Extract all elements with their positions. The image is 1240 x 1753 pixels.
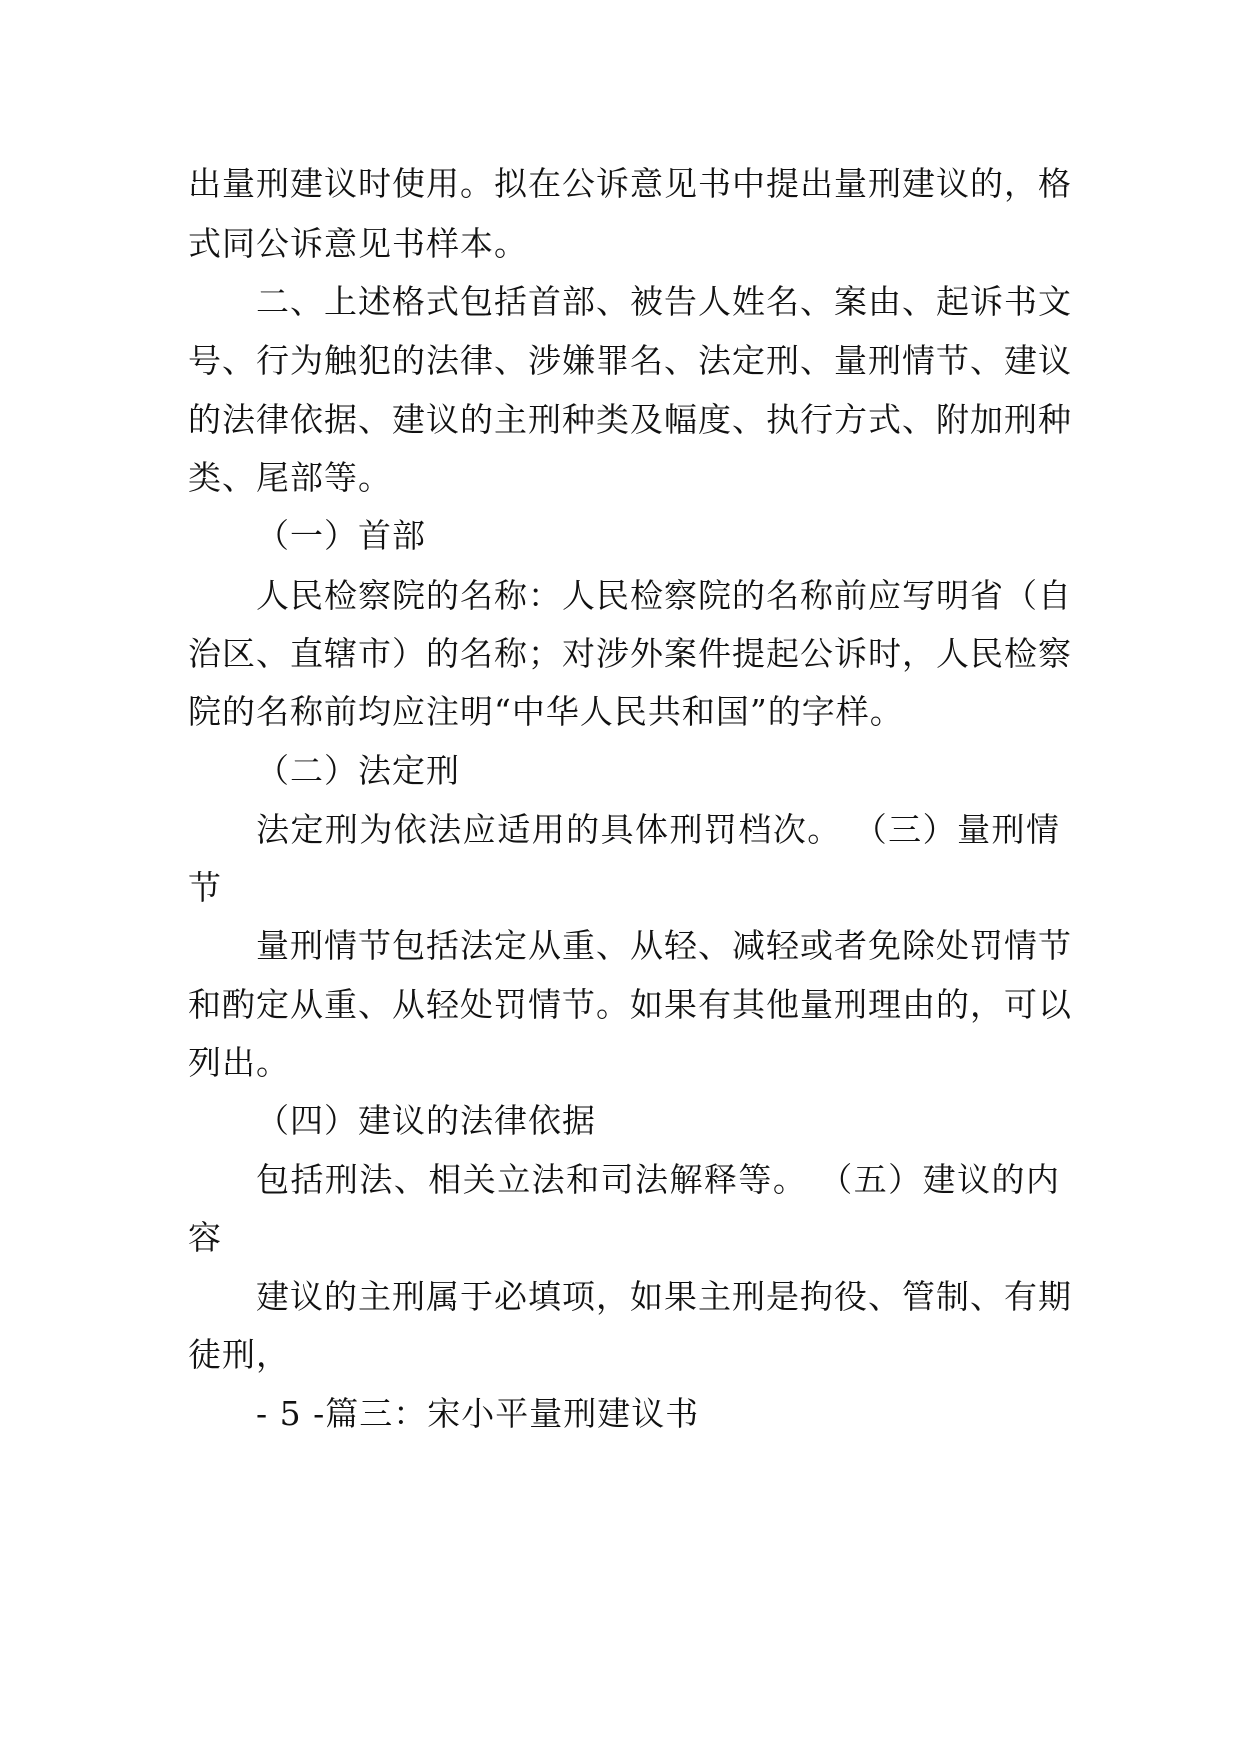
text-line-1: 出量刑建议时使用。拟在公诉意见书中提出量刑建议的，格: [188, 164, 1072, 203]
text-line-4: 号、行为触犯的法律、涉嫌罪名、法定刑、量刑情节、建议: [188, 341, 1072, 380]
text-line-2: 式同公诉意见书样本。: [188, 224, 528, 263]
text-line-14: 量刑情节包括法定从重、从轻、减轻或者免除处罚情节: [256, 926, 1072, 965]
text-line-9: 治区、直辖市）的名称；对涉外案件提起公诉时，人民检察: [188, 634, 1072, 673]
text-line-10: 院的名称前均应注明“中华人民共和国”的字样。: [188, 692, 904, 731]
section-heading-1: （一）首部: [256, 516, 426, 555]
text-line-13: 节: [188, 868, 222, 907]
text-line-20: 建议的主刑属于必填项，如果主刑是拘役、管制、有期: [256, 1277, 1072, 1316]
text-line-12: 法定刑为依法应适用的具体刑罚档次。 （三）量刑情: [256, 810, 1060, 849]
text-line-3: 二、上述格式包括首部、被告人姓名、案由、起诉书文: [256, 282, 1072, 321]
text-line-21: 徒刑，: [188, 1335, 290, 1374]
text-line-15: 和酌定从重、从轻处罚情节。如果有其他量刑理由的，可以: [188, 985, 1072, 1024]
text-line-18: 包括刑法、相关立法和司法解释等。 （五）建议的内: [256, 1160, 1060, 1199]
page-footer-and-next-section: - 5 -篇三：宋小平量刑建议书: [256, 1394, 700, 1433]
text-line-8: 人民检察院的名称：人民检察院的名称前应写明省（自: [256, 576, 1072, 615]
section-heading-4: （四）建议的法律依据: [256, 1101, 596, 1140]
text-line-16: 列出。: [188, 1043, 290, 1082]
section-heading-2: （二）法定刑: [256, 751, 460, 790]
text-line-19: 容: [188, 1218, 222, 1257]
text-line-6: 类、尾部等。: [188, 458, 392, 497]
text-line-5: 的法律依据、建议的主刑种类及幅度、执行方式、附加刑种: [188, 400, 1072, 439]
